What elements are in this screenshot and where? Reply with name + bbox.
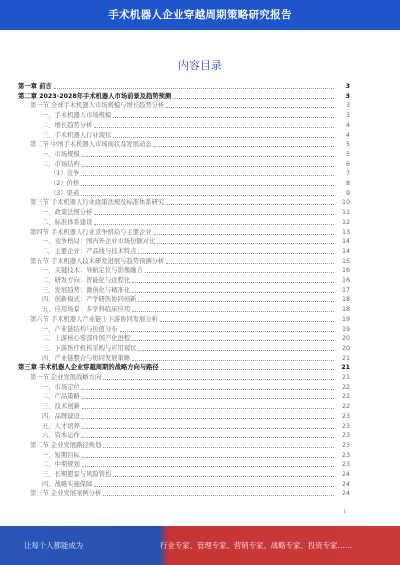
toc-entry-text: （2）价格 [50,180,80,187]
toc-page-number: 10 [341,199,350,207]
toc-entry[interactable] [42,305,350,314]
toc-entry[interactable] [30,257,350,266]
toc-entry[interactable] [42,392,350,401]
toc-page-number: 3 [345,102,350,110]
toc-page-number: 3 [345,92,350,100]
toc-leader-dots [154,228,334,235]
toc-leader-dots [94,121,334,128]
toc-title: 内容目录 [178,59,222,72]
toc-entry[interactable] [42,208,350,217]
toc-chapter[interactable] [18,363,350,372]
toc-entry-text: 三、长期愿景与风险管控 [42,471,112,478]
toc-entry[interactable] [42,218,350,227]
toc-entry-text: 一、市场定位 [42,383,80,391]
toc-leader-dots [81,179,334,186]
toc-entry[interactable] [42,402,350,411]
toc-page-number: 22 [341,403,350,411]
toc-entry[interactable] [42,431,350,440]
toc-page-number: 16 [341,277,350,284]
toc-page-number: 4 [345,121,350,129]
footer-slogan-right: 行业专家、管理专家、营销专家、战略专家、投资专家…… [160,541,353,550]
toc-entry[interactable] [42,266,350,275]
toc-entry-text: 二、市场结构 [42,160,80,168]
toc-entry-text: 四、创新模式：产学研医协同创新 [42,296,137,304]
toc-entry-text: 五、应用场景：多学科临床应用 [42,306,131,314]
toc-entry-text: 第二节 中国手术机器人市场现状及发展动态 [30,141,152,149]
toc-page-number: 11 [341,209,350,217]
toc-page-number: 12 [341,218,350,226]
toc-entry[interactable] [30,489,350,498]
toc-entry-text: 二、中期规划 [42,461,80,469]
toc-entry-text: 一、政策法规分析 [42,209,93,217]
toc-entry-text: 一、竞争格局：国内外企业市场份额对比 [42,238,156,246]
toc-leader-dots [138,247,334,254]
toc-entry[interactable] [30,198,350,207]
toc-page-number: 21 [341,374,350,381]
toc-entry[interactable] [42,286,350,295]
toc-leader-dots [166,101,334,108]
toc-leader-dots [82,160,334,167]
toc-page-number: 5 [345,141,350,149]
toc-entry[interactable] [42,295,350,304]
toc-entry[interactable] [30,441,350,450]
toc-entry-text: 一、手术机器人市场规模 [42,112,112,120]
toc-entry-text: 二、研发方向：智能化与远程化 [42,277,131,284]
toc-entry[interactable] [42,111,350,120]
toc-entry[interactable] [42,383,350,392]
toc-leader-dots [82,150,334,157]
toc-entry-text: 二、上游核心零部件国产化进程 [42,335,131,343]
toc-entry[interactable] [42,150,350,159]
toc-page-number: 19 [341,325,350,333]
toc-leader-dots [82,422,334,429]
toc-leader-dots [82,402,334,409]
toc-leader-dots [145,266,334,273]
toc-entry[interactable] [42,451,350,460]
document-header [0,0,400,30]
toc-entry-text: 第三章 手术机器人企业穿越周期的战略方向与路径 [18,364,159,372]
toc-page-number: 3 [345,83,350,90]
toc-entry[interactable] [50,179,350,188]
toc-entry[interactable] [42,480,350,489]
header-title: 手术机器人企业穿越周期策略研究报告 [108,9,292,21]
toc-leader-dots [81,189,334,196]
toc-page-number: 3 [345,112,350,120]
toc-page-number: 22 [341,393,350,401]
toc-page-number: 5 [345,150,350,158]
toc-entry-text: 一、市场规模 [42,150,80,158]
toc-page-number: 6 [345,160,350,168]
toc-leader-dots [173,92,334,99]
toc-page-number: 23 [341,412,350,420]
toc-leader-dots [166,198,334,205]
toc-entry[interactable] [42,325,350,334]
toc-entry-text: 二、增长趋势分析 [42,121,93,129]
toc-page-number: 22 [341,383,350,391]
toc-leader-dots [166,257,334,264]
toc-page-number: 21 [341,354,350,362]
toc-entry-text: 第二节 企业发展路径规划 [30,441,102,449]
toc-entry[interactable] [42,344,350,353]
toc-page-number: 14 [341,247,350,255]
toc-entry[interactable] [42,276,350,285]
toc-entry-text: （1）竞争 [50,170,80,178]
toc-entry-text: 第五节 手术机器人技术研发进展与趋势预测分析 [30,257,165,265]
toc-entry-text: 四、品牌建设 [42,412,80,420]
toc-entry[interactable] [42,131,350,140]
toc-page-number: 4 [345,131,350,139]
toc-leader-dots [132,276,334,283]
toc-page-number: 14 [341,238,350,246]
toc-entry-text: 一、产业链结构与价值分布 [42,325,118,333]
toc-entry[interactable] [30,315,350,324]
toc-page-number: 24 [341,471,350,478]
toc-entry-text: 四、产业链整合与协同发展策略 [42,354,131,362]
toc-leader-dots [154,140,334,147]
toc-leader-dots [82,431,334,438]
toc-leader-dots [113,131,334,138]
toc-entry-text: 三、发展趋势：微创化与精准化 [42,286,131,294]
toc-leader-dots [94,218,334,225]
toc-entry-text: 三、下游医疗机构采购与应用现状 [42,344,137,352]
toc-page-number: 23 [341,422,350,430]
toc-leader-dots [113,111,334,118]
toc-entry-text: 三、技术创新 [42,403,80,411]
toc-page-number: 20 [341,344,350,352]
toc-page-number: 13 [341,228,350,236]
toc-entry-text: 第一节 全球手术机器人市场规模与增长趋势分析 [30,102,165,110]
toc-entry[interactable] [30,373,350,382]
toc-entry-text: 第一章 前言 [18,83,52,90]
toc-entry-text: （3）渠道 [50,189,80,197]
toc-leader-dots [157,237,334,244]
toc-page-number: 23 [341,451,350,459]
toc-leader-dots [138,344,334,351]
toc-leader-dots [161,363,334,370]
toc-entry[interactable] [42,412,350,421]
toc-entry-text: 二、产品策略 [42,393,80,401]
toc-entry-text: 二、标准体系建设 [42,218,93,226]
toc-page-number: 23 [341,461,350,469]
toc-page-number: 19 [341,315,350,323]
toc-page-number: 16 [341,267,350,275]
toc-entry[interactable] [30,228,350,237]
document-footer [0,526,400,565]
toc-entry[interactable] [42,121,350,130]
toc-entry[interactable] [50,169,350,178]
toc-leader-dots [120,325,334,332]
toc-entry-text: 第四节 手术机器人行业竞争格局与主要企业 [30,228,152,236]
toc-leader-dots [94,208,334,215]
toc-page-number: 23 [341,441,350,449]
toc-leader-dots [54,82,334,89]
toc-leader-dots [82,460,334,467]
toc-page-number: 23 [341,432,350,440]
toc-entry-text: 一、关键技术：导航定位与影像融合 [42,267,143,275]
toc-entry[interactable] [42,247,350,256]
toc-chapter[interactable] [18,92,350,101]
toc-entry-text: 第三节 企业发展案例分析 [30,490,102,498]
toc-leader-dots [132,354,334,361]
toc-entry[interactable] [42,160,350,169]
toc-chapter[interactable] [18,82,350,91]
toc-page-number: 8 [345,180,350,187]
toc-entry[interactable] [42,422,350,431]
toc-page-number: 17 [341,286,350,294]
toc-page-number: 20 [341,335,350,343]
toc-entry-text: 第六节 手术机器人产业链上下游协同发展分析 [30,315,158,323]
toc-leader-dots [82,451,334,458]
toc-page-number: 18 [341,306,350,314]
toc-leader-dots [81,169,334,176]
toc-entry[interactable] [30,140,350,149]
toc-leader-dots [94,480,334,487]
toc-entry-text: 第三节 手术机器人行业政策法规及标准体系研究 [30,199,165,207]
toc-page-number: 21 [341,364,350,372]
toc-entry[interactable] [42,334,350,343]
toc-page-number: 24 [341,480,350,488]
toc-entry[interactable] [30,101,350,110]
toc-page-number: 9 [345,189,350,197]
toc-leader-dots [138,295,334,302]
toc-entry-text: 六、资本运作 [42,432,80,440]
toc-leader-dots [160,315,334,322]
toc-entry[interactable] [42,354,350,363]
toc-leader-dots [82,412,334,419]
footer-slogan-left: 让每个人都能成为 [24,541,84,550]
toc-leader-dots [82,392,334,399]
toc-leader-dots [132,305,334,312]
toc-page-number: 7 [345,170,350,178]
toc-entry-text: 二、主要企业：产品线与技术特点 [42,247,137,255]
toc-entry-text: 四、战略实施保障 [42,480,93,488]
toc-entry-text: 五、人才培养 [42,422,80,430]
toc-entry-text: 第二章 2023-2028年手术机器人市场前景及趋势预测 [18,92,172,100]
toc-page-number: 15 [341,257,350,265]
toc-leader-dots [103,441,334,448]
toc-leader-dots [132,334,334,341]
toc-leader-dots [103,373,334,380]
toc-entry-text: 三、手术机器人行业现状 [42,131,112,139]
toc-entry-text: 一、短期目标 [42,451,80,459]
toc-entry[interactable] [42,460,350,469]
toc-leader-dots [82,383,334,390]
toc-entry[interactable] [50,189,350,198]
page-number: 1 [343,509,347,515]
toc-page-number: 18 [341,296,350,304]
document-page [0,30,400,525]
toc-entry[interactable] [42,237,350,246]
toc-page-number: 24 [341,490,350,498]
toc-leader-dots [132,286,334,293]
toc-leader-dots [103,489,334,496]
toc-leader-dots [113,470,334,477]
toc-entry[interactable] [42,470,350,479]
toc-entry-text: 第一节 企业发展战略方向 [30,374,102,381]
